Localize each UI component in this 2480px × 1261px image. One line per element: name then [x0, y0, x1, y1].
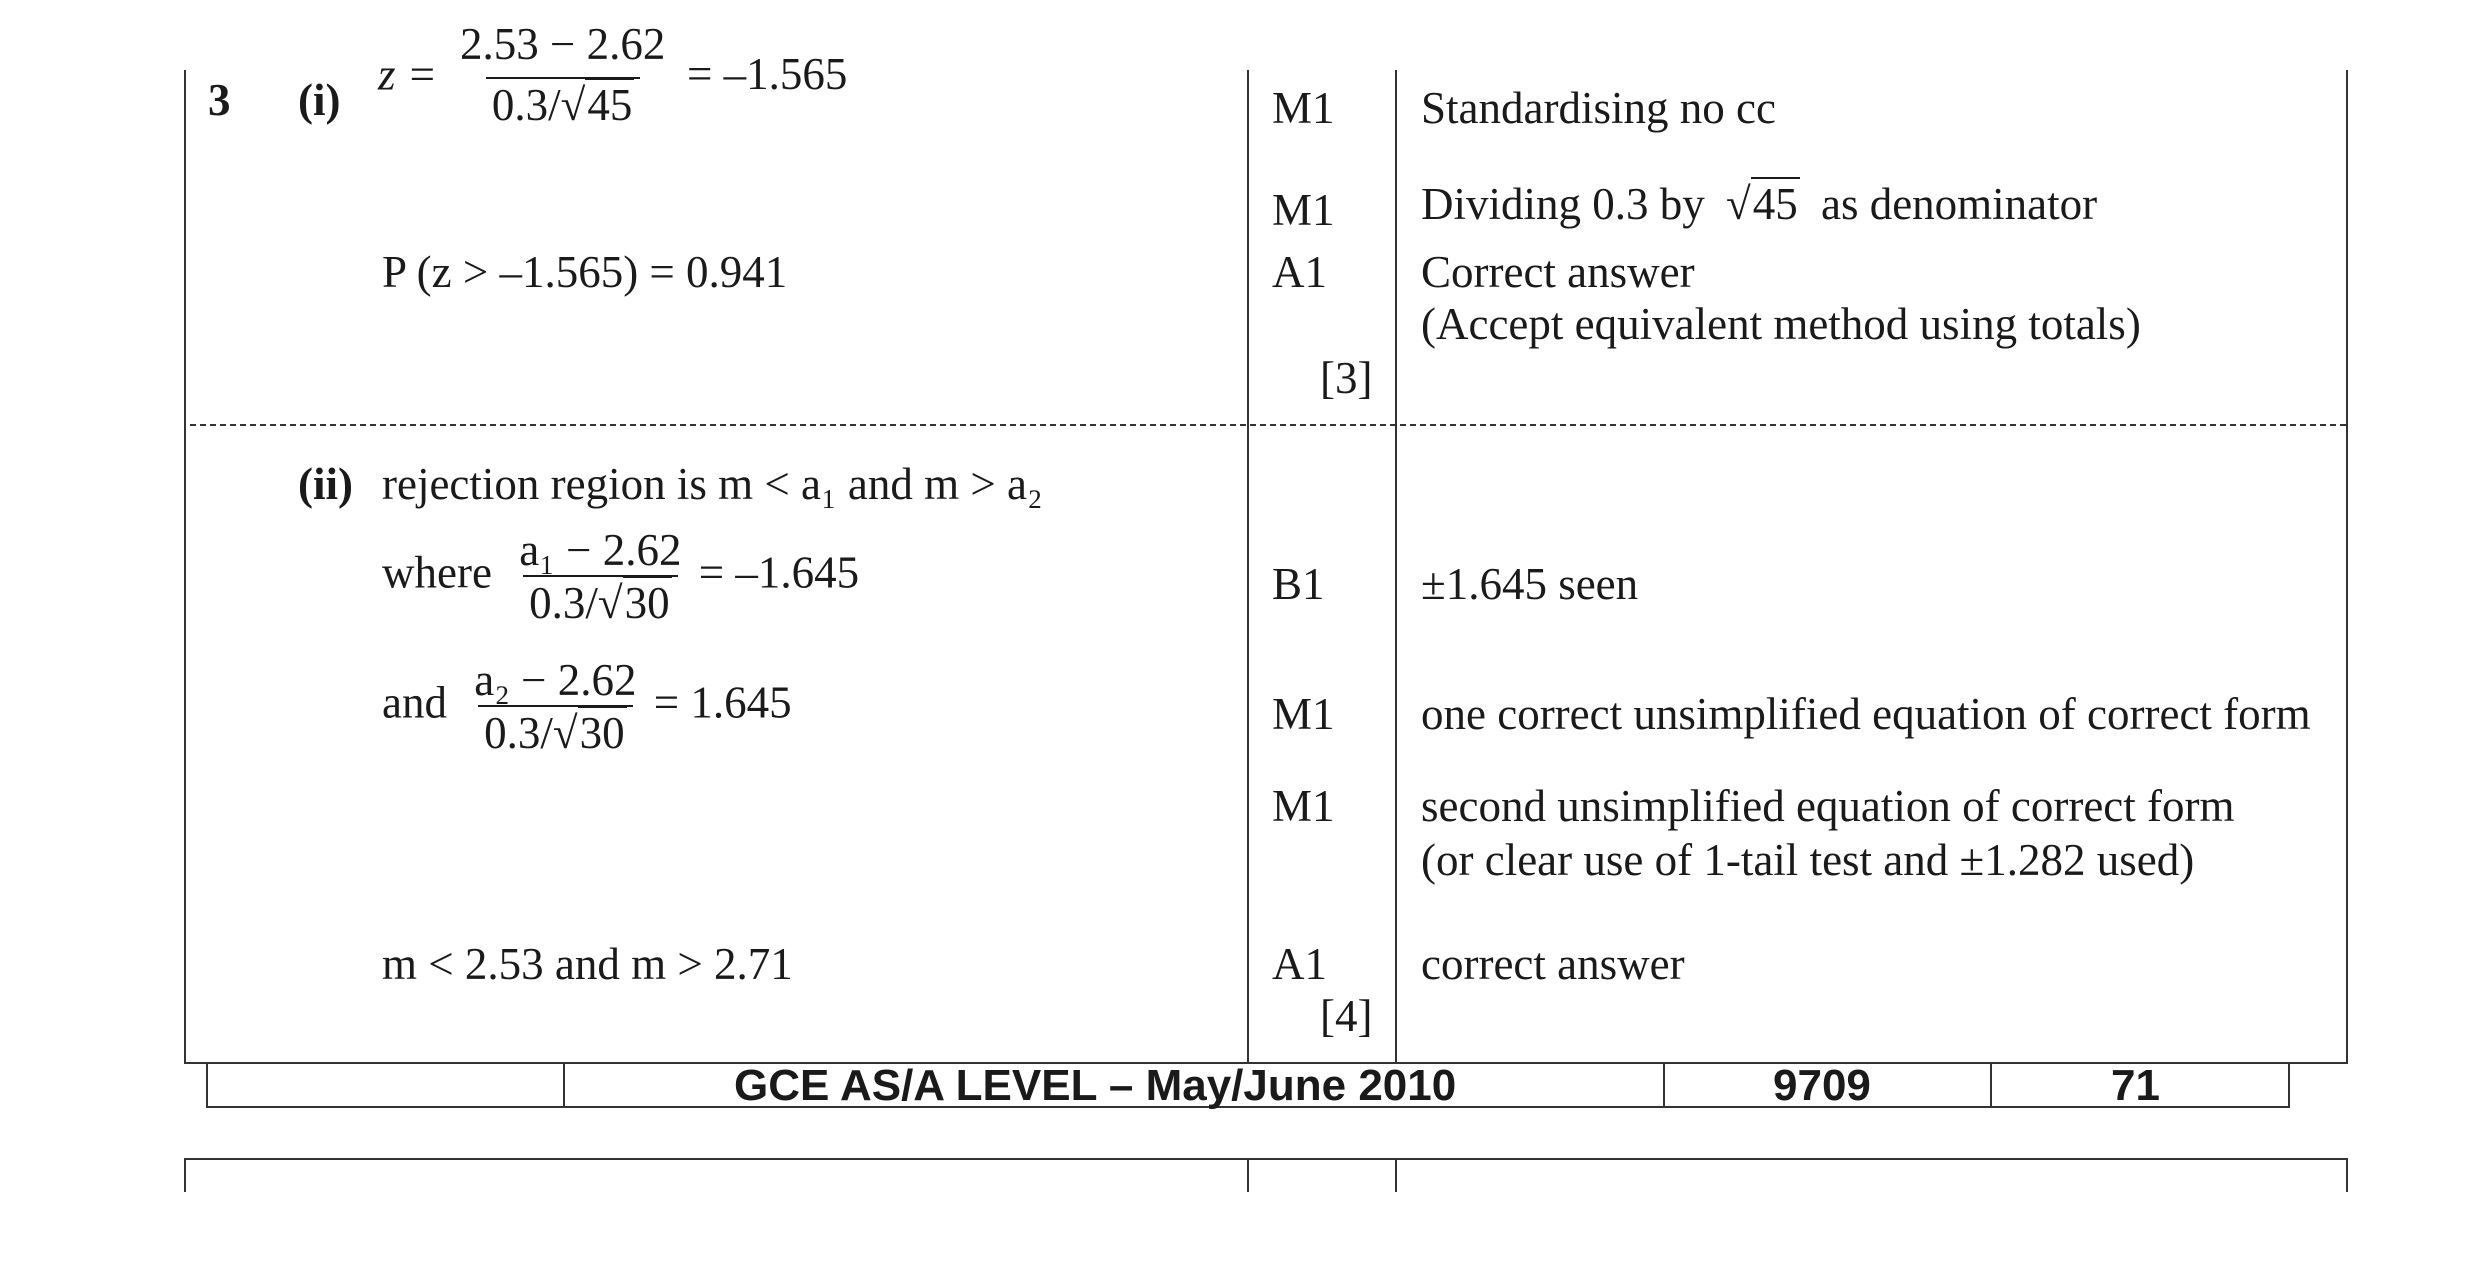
- eq2-denominator: [478, 705, 632, 756]
- next-table-top-border: [184, 1158, 2348, 1160]
- comment-ii-3-note: (or clear use of 1-tail test and ±1.282 used): [1421, 835, 2195, 885]
- sqrt-icon: √45: [560, 80, 633, 130]
- footer-divider-3: [1990, 1062, 1992, 1108]
- part-ii-label: (ii): [298, 459, 353, 509]
- comment-i-2: [1421, 179, 2098, 229]
- part-ii-total: [4]: [1320, 991, 1373, 1041]
- comment-i-3-note: (Accept equivalent method using totals): [1421, 299, 2141, 349]
- next-table-right-border: [2346, 1158, 2348, 1192]
- mark-ii-4: A1: [1272, 939, 1327, 989]
- eq2-den-coefficient: 0.3/: [484, 708, 553, 758]
- eq2-result: = 1.645: [653, 677, 792, 728]
- z-result: = –1.565: [687, 49, 848, 100]
- comment-ii-1: ±1.645 seen: [1421, 559, 1639, 609]
- probability-statement: P (z > –1.565) = 0.941: [382, 247, 788, 297]
- column-divider-comments: [1395, 70, 1397, 1062]
- and-word: and: [382, 677, 447, 728]
- eq1-denominator: [523, 575, 677, 626]
- footer-divider-2: [1663, 1062, 1665, 1108]
- comment-ii-2: one correct unsimplified equation of correct form: [1421, 689, 2311, 739]
- eq2-numerator: a₂ − 2.62: [474, 655, 637, 705]
- mark-ii-2: M1: [1272, 689, 1335, 739]
- mark-i-3: A1: [1272, 247, 1327, 297]
- part-divider: [190, 424, 2346, 426]
- mark-i-2: M1: [1272, 185, 1335, 235]
- where-word: where: [382, 547, 492, 598]
- table-left-border: [184, 70, 186, 1062]
- eq1-fraction: [513, 525, 687, 628]
- footer-title: GCE AS/A LEVEL – May/June 2010: [734, 1061, 1457, 1110]
- sqrt-icon: √45: [1726, 179, 1798, 229]
- z-numerator-clipped: [460, 19, 666, 70]
- column-divider-marks: [1247, 70, 1249, 1062]
- comment-i-3: Correct answer: [1421, 247, 1695, 297]
- sqrt-icon: √30: [552, 708, 625, 758]
- z-numerator-visible: 2.53 − 2.62: [460, 19, 666, 69]
- mark-i-1: M1: [1272, 83, 1335, 133]
- z-den-coefficient: 0.3/: [491, 80, 561, 130]
- question-number: 3: [208, 75, 231, 125]
- sqrt-icon: √30: [597, 578, 670, 628]
- part-i-total: [3]: [1320, 353, 1373, 403]
- part-i-label: (i): [298, 75, 341, 125]
- next-table-left-border: [184, 1158, 186, 1192]
- z-den-radicand: 45: [587, 80, 633, 130]
- table-right-border: [2346, 70, 2348, 1062]
- z-prefix: z =: [378, 49, 438, 100]
- comment-i-2-radicand: 45: [1752, 179, 1798, 229]
- mark-ii-1: B1: [1272, 559, 1325, 609]
- comment-i-2-b: as denominator: [1820, 179, 2098, 229]
- next-table-comments-divider: [1395, 1158, 1397, 1192]
- eq1-numerator: a₁ − 2.62: [519, 525, 682, 575]
- footer-paper: 71: [2111, 1061, 2160, 1110]
- equation-1: [382, 525, 860, 628]
- footer-divider-1: [563, 1062, 565, 1108]
- comment-i-2-a: Dividing 0.3 by: [1421, 179, 1705, 229]
- equation-2: [382, 655, 792, 758]
- rejection-region: rejection region is m < a₁ and m > a₂: [382, 459, 1043, 509]
- comment-ii-3: second unsimplified equation of correct form: [1421, 781, 2235, 831]
- next-table-marks-divider: [1247, 1158, 1249, 1192]
- eq1-den-radicand: 30: [624, 578, 670, 628]
- comment-i-1: Standardising no cc: [1421, 83, 1776, 133]
- mark-ii-3: M1: [1272, 781, 1335, 831]
- footer-syllabus: 9709: [1773, 1061, 1871, 1110]
- comment-ii-4: correct answer: [1421, 939, 1685, 989]
- eq1-result: = –1.645: [698, 547, 860, 598]
- z-denominator: [486, 77, 640, 128]
- eq2-den-radicand: 30: [579, 708, 625, 758]
- eq2-fraction: [468, 655, 642, 758]
- eq1-den-coefficient: 0.3/: [529, 578, 598, 628]
- final-answer: m < 2.53 and m > 2.71: [382, 939, 793, 989]
